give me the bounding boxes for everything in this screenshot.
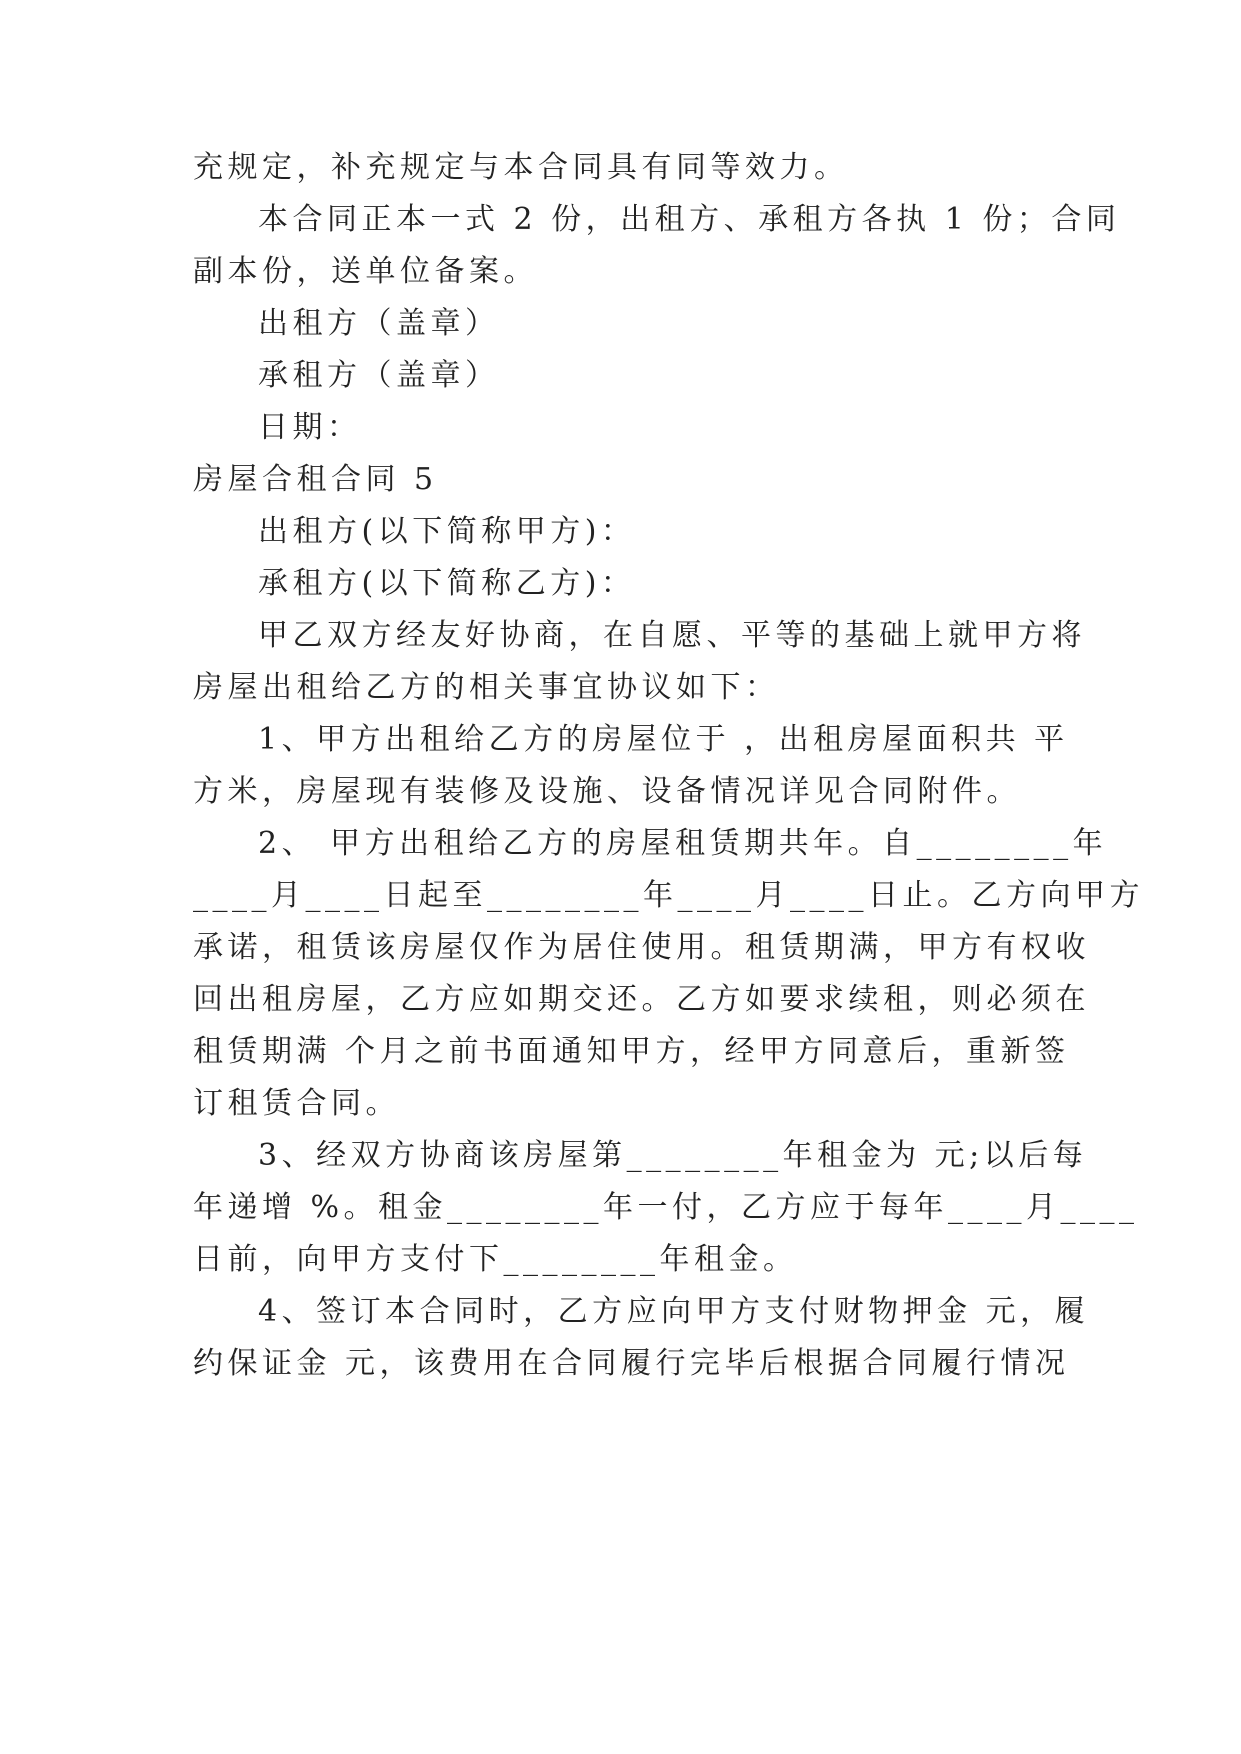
text-line: 3、经双方协商该房屋第________年租金为 元;以后每 bbox=[258, 1138, 1088, 1173]
text-line: 约保证金 元，该费用在合同履行完毕后根据合同履行情况 bbox=[193, 1346, 1070, 1381]
text-line: 日前，向甲方支付下________年租金。 bbox=[193, 1242, 798, 1277]
text-line: 房屋出租给乙方的相关事宜协议如下： bbox=[193, 670, 780, 705]
text-line: 本合同正本一式 2 份，出租方、承租方各执 1 份；合同 bbox=[258, 202, 1121, 237]
text-line: 2、 甲方出租给乙方的房屋租赁期共年。自________年 bbox=[258, 826, 1108, 861]
text-line: 承租方（盖章） bbox=[258, 358, 500, 393]
text-line: ____月____日起至________年____月____日止。乙方向甲方 bbox=[193, 878, 1144, 913]
text-line: 日期： bbox=[258, 410, 362, 445]
text-line: 出租方（盖章） bbox=[258, 306, 500, 341]
text-line: 1、甲方出租给乙方的房屋位于 ，出租房屋面积共 平 bbox=[258, 722, 1069, 757]
text-line: 充规定，补充规定与本合同具有同等效力。 bbox=[193, 150, 849, 185]
text-line: 承租方(以下简称乙方)： bbox=[258, 566, 636, 601]
text-line: 租赁期满 个月之前书面通知甲方，经甲方同意后，重新签 bbox=[193, 1034, 1070, 1069]
text-line: 回出租房屋，乙方应如期交还。乙方如要求续租，则必须在 bbox=[193, 982, 1090, 1017]
text-line: 年递增 %。租金________年一付，乙方应于每年____月____ bbox=[193, 1190, 1139, 1225]
text-line: 副本份，送单位备案。 bbox=[193, 254, 538, 289]
text-line: 甲乙双方经友好协商，在自愿、平等的基础上就甲方将 bbox=[258, 618, 1086, 653]
text-line: 订租赁合同。 bbox=[193, 1086, 400, 1121]
text-line: 承诺，租赁该房屋仅作为居住使用。租赁期满，甲方有权收 bbox=[193, 930, 1090, 965]
text-line: 4、签订本合同时，乙方应向甲方支付财物押金 元，履 bbox=[258, 1294, 1090, 1329]
section-heading: 房屋合租合同 5 bbox=[193, 462, 438, 497]
text-line: 出租方(以下简称甲方)： bbox=[258, 514, 636, 549]
text-line: 方米，房屋现有装修及设施、设备情况详见合同附件。 bbox=[193, 774, 1021, 809]
